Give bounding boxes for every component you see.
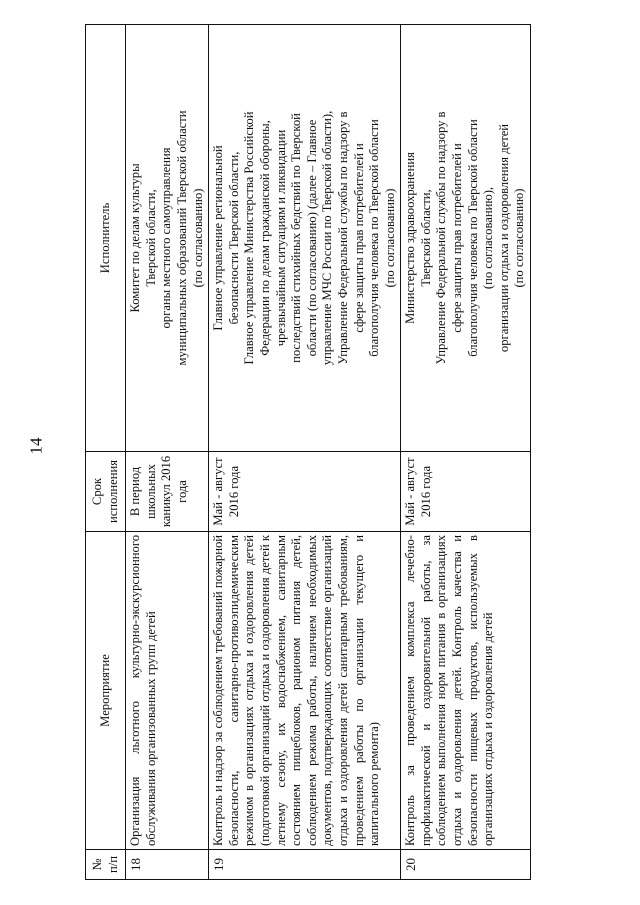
executor-line: последствий стихийных бедствий по Тверской — [289, 113, 304, 363]
table-row — [126, 25, 209, 880]
executor-line: Тверской области, — [143, 189, 158, 287]
header-executor: Исполнитель — [86, 25, 126, 452]
executor-line: сфере защиты прав потребителей и — [450, 143, 465, 333]
row-num: 18 — [126, 850, 209, 880]
rotated-table-sheet — [85, 25, 583, 880]
executor-line: (по согласованию), — [481, 186, 496, 290]
row-executor — [209, 25, 401, 452]
table-row — [401, 25, 531, 880]
executor-line: организации отдыха и оздоровления детей — [496, 123, 511, 353]
table-row — [209, 25, 401, 880]
executor-line: органы местного самоуправления — [159, 147, 174, 329]
executor-line: муниципальных образований Тверской области — [174, 110, 189, 366]
row-term: Май - август 2016 года — [401, 452, 531, 532]
table-header-row — [86, 25, 126, 880]
executor-line: благополучия человека по Тверской области — [367, 119, 382, 357]
executor-line: Управление Федеральной службы по надзору в — [434, 111, 449, 365]
events-table — [85, 24, 531, 880]
executor-line: чрезвычайным ситуациям и ликвидации — [273, 129, 288, 347]
row-num: 19 — [209, 850, 401, 880]
executor-line: Главное управление региональной — [211, 145, 226, 331]
executor-line: (по согласованию) — [382, 188, 397, 288]
executor-line: Министерство здравоохранения — [403, 152, 418, 324]
row-term: Май - август 2016 года — [209, 452, 401, 532]
header-event: Мероприятие — [86, 532, 126, 850]
row-executor — [401, 25, 531, 452]
row-event: Организация льготного культурно-экскурсионного обслуживания организованных групп детей — [126, 532, 209, 850]
executor-line: области (по согласованию) (далее – Главное — [304, 119, 319, 357]
page-number: 14 — [26, 437, 46, 455]
executor-line: Федерации по делам гражданской обороны, — [257, 120, 272, 356]
executor-line: благополучия человека по Тверской области — [465, 119, 480, 357]
row-num: 20 — [401, 850, 531, 880]
header-num: № п/п — [86, 850, 126, 880]
executor-line: Главное управление Министерства Российской — [242, 111, 257, 365]
executor-line: безопасности Тверской области, — [226, 151, 241, 325]
executor-line: Тверской области, — [418, 189, 433, 287]
row-event: Контроль и надзор за соблюдением требований пожарной безопасности, санитарно-противоэпидемическим режимом в организациях отдыха и оздоровления детей (подготовкой организаций отдыха и оздоровления детей к летнему сезону, их водоснабжением, санитарным состоянием пищеблоков, рационом питания детей, соблюдением режима работы, наличием необходимых документов, подтверждающих соответствие организаций отдыха и оздоровления детей санитарным требованиям, проведением работы по организации текущего и капитального ремонта) — [209, 532, 401, 850]
executor-line: сфере защиты прав потребителей и — [351, 143, 366, 333]
row-term: В период школьных каникул 2016 года — [126, 452, 209, 532]
header-term: Срок исполнения — [86, 452, 126, 532]
executor-line: Управление Федеральной службы по надзору в — [335, 111, 350, 365]
executor-line: управление МЧС России по Тверской области), — [320, 110, 335, 366]
executor-line: (по согласованию) — [512, 188, 527, 288]
executor-line: (по согласованию) — [190, 188, 205, 288]
row-executor — [126, 25, 209, 452]
row-event: Контроль за проведением комплекса лечебно-профилактической и оздоровительной работы, за соблюдением выполнения норм питания в организациях отдыха и оздоровления детей. Контроль качества и безопасности пищевых продуктов, используемых в организациях отдыха и оздоровления детей — [401, 532, 531, 850]
executor-line: Комитет по делам культуры — [128, 163, 143, 313]
